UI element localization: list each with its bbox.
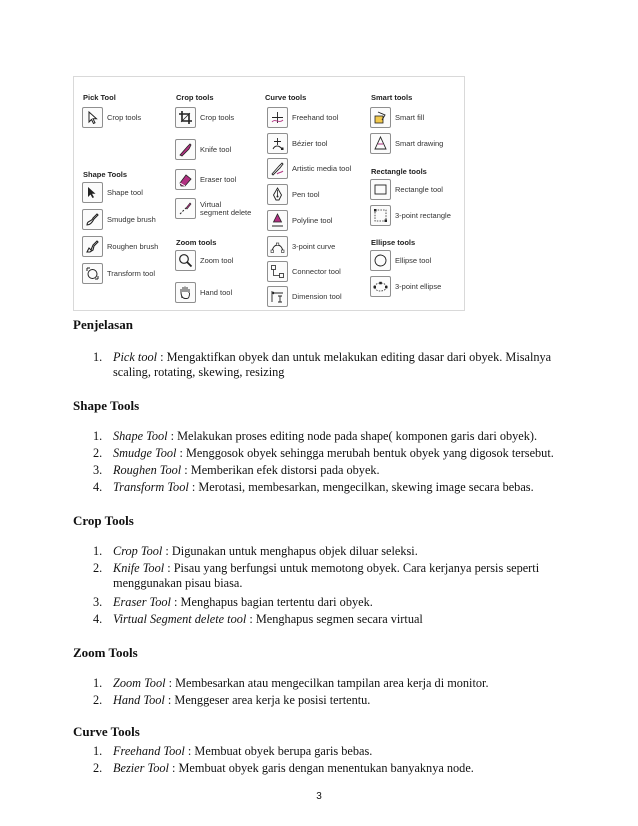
tool-crop xyxy=(175,106,234,129)
tool-polyline xyxy=(267,209,332,232)
group-heading-ellipse: Ellipse tools xyxy=(371,238,416,247)
group-heading-zoom: Zoom tools xyxy=(176,238,217,247)
tool-label: 3-point rectangle xyxy=(395,210,451,220)
polyline-icon xyxy=(267,210,288,231)
group-heading-smart: Smart tools xyxy=(371,93,413,102)
arrow-pointer-icon xyxy=(82,107,103,128)
tool-roughen xyxy=(82,235,158,258)
tool-ellipse xyxy=(370,249,431,272)
tool-virtual-segment-delete xyxy=(175,197,251,220)
tool-zoom xyxy=(175,249,233,272)
ellipse-icon xyxy=(370,250,391,271)
freehand-icon xyxy=(267,107,288,128)
tool-label: 3-point ellipse xyxy=(395,281,442,291)
tool-label: Crop tools xyxy=(107,112,142,122)
section-heading-curve-tools: Curve Tools xyxy=(73,724,140,739)
tool-label: Zoom tool xyxy=(200,255,234,265)
node-shape-icon xyxy=(82,182,103,203)
page-number: 3 xyxy=(316,791,322,802)
tool-label: Roughen brush xyxy=(107,241,159,251)
dimension-icon xyxy=(267,286,288,307)
tool-label: Artistic media tool xyxy=(292,163,352,173)
tool-label: Virtual segment delete xyxy=(200,199,252,217)
tool-smart-drawing xyxy=(370,132,443,155)
bezier-icon xyxy=(267,133,288,154)
tool-label: 3-point curve xyxy=(292,241,336,251)
tool-transform xyxy=(82,262,155,285)
tool-label: Smart fill xyxy=(395,112,425,122)
group-heading-curve: Curve tools xyxy=(265,93,307,102)
knife-icon xyxy=(175,139,196,160)
artistic-media-icon xyxy=(267,158,288,179)
tool-label: Bézier tool xyxy=(292,138,328,148)
three-point-curve-icon xyxy=(267,236,288,257)
transform-icon xyxy=(82,263,103,284)
tool-freehand xyxy=(267,106,338,129)
group-heading-crop: Crop tools xyxy=(176,93,214,102)
tool-label: Polyline tool xyxy=(292,215,333,225)
tool-label: Rectangle tool xyxy=(395,184,443,194)
tool-knife xyxy=(175,138,231,161)
tool-label: Smart drawing xyxy=(395,138,444,148)
smart-fill-icon xyxy=(370,107,391,128)
tool-label: Ellipse tool xyxy=(395,255,432,265)
eraser-icon xyxy=(175,169,196,190)
smudge-brush-icon xyxy=(82,209,103,230)
section-heading-penjelasan: Penjelasan xyxy=(73,317,133,332)
tool-pick xyxy=(82,106,141,129)
tool-pen xyxy=(267,183,320,206)
smart-drawing-icon xyxy=(370,133,391,154)
tool-label: Smudge brush xyxy=(107,214,156,224)
tool-shape xyxy=(82,181,143,204)
roughen-brush-icon xyxy=(82,236,103,257)
tool-label: Connector tool xyxy=(292,266,341,276)
tool-label: Eraser tool xyxy=(200,174,237,184)
tool-label: Shape tool xyxy=(107,187,143,197)
group-heading-pick: Pick Tool xyxy=(83,93,116,102)
tool-label: Transform tool xyxy=(107,268,156,278)
three-point-ellipse-icon xyxy=(370,276,391,297)
tool-rectangle xyxy=(370,178,443,201)
connector-icon xyxy=(267,261,288,282)
crop-icon xyxy=(175,107,196,128)
section-heading-shape-tools: Shape Tools xyxy=(73,398,140,413)
pen-nib-icon xyxy=(267,184,288,205)
tool-label: Pen tool xyxy=(292,189,320,199)
tool-label: Crop tools xyxy=(200,112,235,122)
tool-label: Hand tool xyxy=(200,287,233,297)
tool-artistic-media xyxy=(267,157,351,180)
group-heading-shape: Shape Tools xyxy=(83,170,128,179)
tool-3-point-curve xyxy=(267,235,335,258)
rectangle-icon xyxy=(370,179,391,200)
tool-3-point-ellipse xyxy=(370,275,441,298)
tool-label: Freehand tool xyxy=(292,112,339,122)
corel-toolbox-figure xyxy=(73,76,465,311)
tool-hand xyxy=(175,281,232,304)
tool-dimension xyxy=(267,285,342,308)
tool-bezier xyxy=(267,132,327,155)
tool-label: Dimension tool xyxy=(292,291,342,301)
hand-icon xyxy=(175,282,196,303)
three-point-rectangle-icon xyxy=(370,205,391,226)
tool-smart-fill xyxy=(370,106,424,129)
tool-smudge xyxy=(82,208,156,231)
tool-connector xyxy=(267,260,341,283)
virtual-segment-delete-icon xyxy=(175,198,196,219)
tool-eraser xyxy=(175,168,236,191)
section-heading-zoom-tools: Zoom Tools xyxy=(73,645,138,660)
tool-3-point-rectangle xyxy=(370,204,451,227)
magnifier-icon xyxy=(175,250,196,271)
group-heading-rectangle: Rectangle tools xyxy=(371,167,427,176)
tool-label: Knife tool xyxy=(200,144,232,154)
section-heading-crop-tools: Crop Tools xyxy=(73,513,134,528)
